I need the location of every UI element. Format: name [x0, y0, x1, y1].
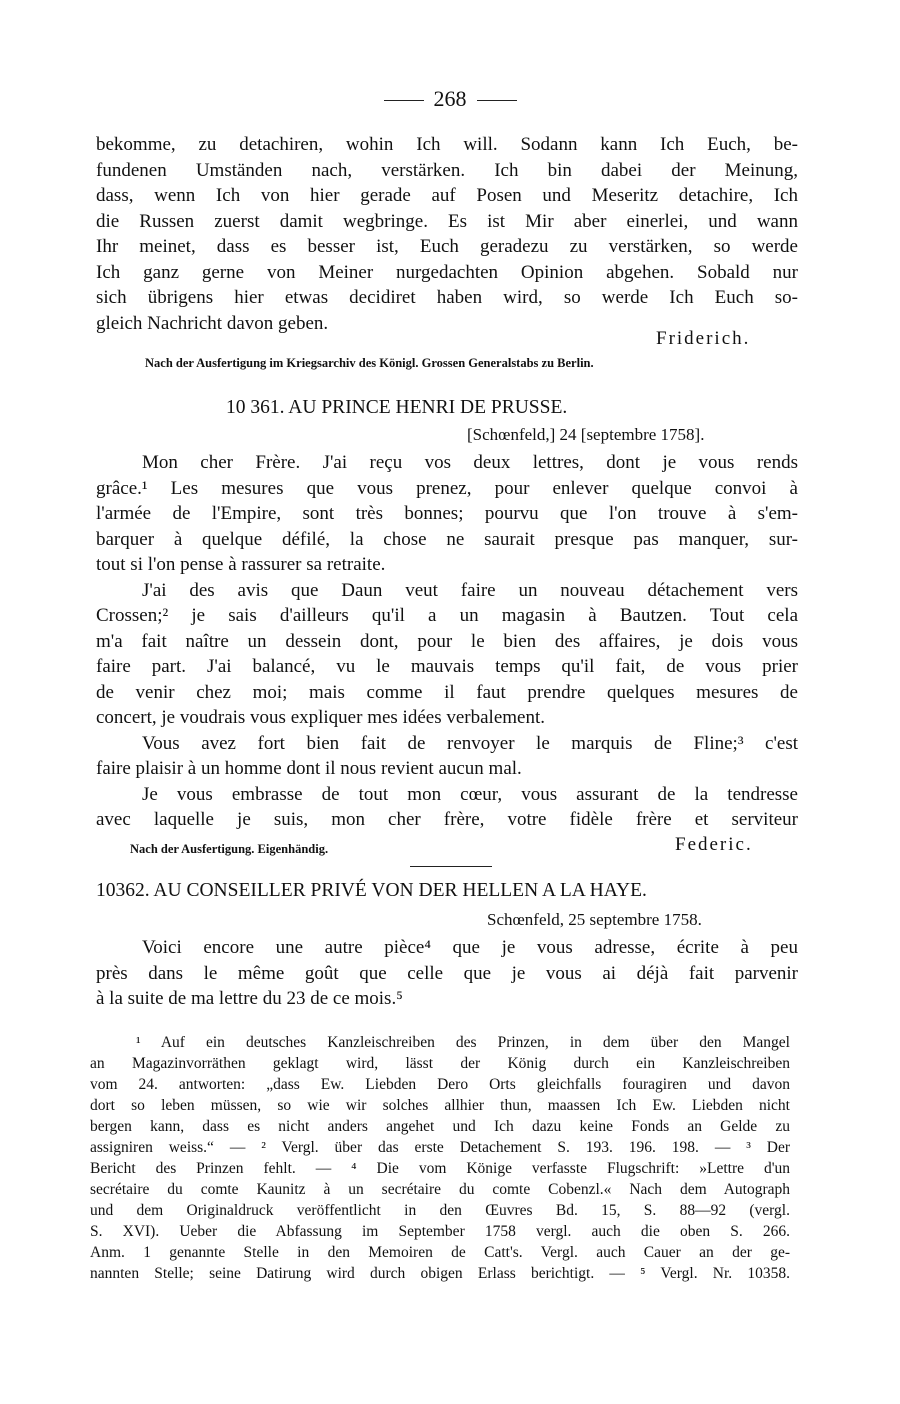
section-divider — [410, 866, 492, 867]
text-line: à la suite de ma lettre du 23 de ce mois.⁵ — [96, 988, 403, 1009]
text-line: J'ai des avis que Daun veut faire un nouveau détachement vers — [142, 579, 798, 601]
text-line: Ich ganz gerne von Meiner nurgedachten Opinion abgehen. Sobald nur — [96, 261, 798, 283]
footnote-line: und dem Originaldruck veröffentlicht in den Œuvres Bd. 15, S. 88—92 (vergl. — [90, 1202, 790, 1219]
text-line: de venir chez moi; mais comme il faut prendre quelques mesures de — [96, 681, 798, 703]
letter-dateline: [Schœnfeld,] 24 [septembre 1758]. — [467, 425, 705, 444]
signature: Friderich. — [656, 328, 751, 349]
letter-dateline: Schœnfeld, 25 septembre 1758. — [487, 910, 702, 929]
page-number-text: 268 — [433, 86, 467, 111]
text-line: grâce.¹ Les mesures que vous prenez, pour enlever quelque convoi à — [96, 477, 798, 499]
footnote-line: secrétaire du comte Kaunitz à un secrétaire du comte Cobenzl.« Nach dem Autograph — [90, 1181, 790, 1198]
footnote-line: S. XVI). Ueber die Abfassung im September 1758 vergl. auch die oben S. 266. — [90, 1223, 790, 1240]
footnote-line: Bericht des Prinzen fehlt. — ⁴ Die vom Könige verfasste Flugschrift: »Lettre d'un — [90, 1160, 790, 1177]
text-line: avec laquelle je suis, mon cher frère, votre fidèle frère et serviteur — [96, 809, 798, 830]
text-line: Voici encore une autre pièce⁴ que je vous adresse, écrite à peu — [142, 937, 798, 958]
page-number-rule-right — [477, 100, 517, 101]
footnote-line: Anm. 1 genannte Stelle in den Memoiren de Catt's. Vergl. auch Cauer an der ge- — [90, 1244, 790, 1261]
text-line: m'a fait naître un dessein dont, pour le bien des affaires, je dois vous — [96, 630, 798, 652]
page-number — [0, 86, 900, 112]
letter-heading: 10362. AU CONSEILLER PRIVÉ VON DER HELLEN A LA HAYE. — [96, 880, 647, 901]
text-line: faire part. J'ai balancé, vu le mauvais temps qu'il fait, de vous prier — [96, 656, 798, 677]
text-line: gleich Nachricht davon geben. — [96, 312, 329, 334]
text-line: près dans le même goût que celle que je vous ai déjà fait parvenir — [96, 962, 798, 984]
footnote-line: vom 24. antworten: „dass Ew. Liebden Dero Orts gleichfalls fouragiren und davon — [90, 1076, 790, 1093]
text-line: concert, je voudrais vous expliquer mes idées verbalement. — [96, 707, 545, 728]
footnote-line: an Magazinvorräthen geklagt wird, lässt der König durch ein Kanzleischreiben — [90, 1055, 790, 1072]
source-note: Nach der Ausfertigung im Kriegsarchiv des Königl. Grossen Generalstabs zu Berlin. — [145, 356, 594, 370]
text-line: Crossen;² je sais d'ailleurs qu'il a un magasin à Bautzen. Tout cela — [96, 605, 798, 626]
text-line: Vous avez fort bien fait de renvoyer le marquis de Fline;³ c'est — [142, 732, 798, 754]
footnote-line: dort so leben müssen, so wie wir solches allhier thun, maassen Ich Ew. Liebden nicht — [90, 1097, 790, 1114]
page-number-rule-left — [384, 100, 424, 101]
text-line: barquer à quelque défilé, la chose ne saurait presque pas manquer, sur- — [96, 528, 798, 550]
text-line: bekomme, zu detachiren, wohin Ich will. Sodann kann Ich Euch, be- — [96, 134, 798, 155]
letter-heading: 10 361. AU PRINCE HENRI DE PRUSSE. — [226, 397, 568, 418]
text-line: fundenen Umständen nach, verstärken. Ich bin dabei der Meinung, — [96, 159, 798, 181]
text-line: die Russen zuerst damit wegbringe. Es ist Mir aber einerlei, und wann — [96, 210, 798, 232]
footnote-line: nannten Stelle; seine Datirung wird durch obigen Erlass berichtigt. — ⁵ Vergl. Nr. 10358. — [90, 1265, 790, 1282]
text-line: sich übrigens hier etwas decidiret haben wird, so werde Ich Euch so- — [96, 287, 798, 308]
text-line: dass, wenn Ich von hier gerade auf Posen und Meseritz detachire, Ich — [96, 185, 798, 206]
text-line: tout si l'on pense à rassurer sa retraite. — [96, 554, 386, 575]
text-line: l'armée de l'Empire, sont très bonnes; pourvu que l'on trouve à s'em- — [96, 503, 798, 524]
text-line: Je vous embrasse de tout mon cœur, vous assurant de la tendresse — [142, 783, 798, 805]
text-line: Mon cher Frère. J'ai reçu vos deux lettres, dont je vous rends — [142, 452, 798, 473]
footnote-line: bergen kann, dass es nicht anders angehet und Ich dazu keine Fonds an Gelde zu — [90, 1118, 790, 1135]
footnote-line: ¹ Auf ein deutsches Kanzleischreiben des Prinzen, in dem über den Mangel — [136, 1034, 790, 1051]
signature: Federic. — [675, 834, 753, 855]
text-line: faire plaisir à un homme dont il nous revient aucun mal. — [96, 758, 522, 779]
source-note: Nach der Ausfertigung. Eigenhändig. — [130, 842, 329, 856]
footnote-line: assigniren weiss.“ — ² Vergl. über das erste Detachement S. 193. 196. 198. — ³ Der — [90, 1139, 790, 1156]
text-line: Ihr meinet, dass es besser ist, Euch geradezu zu verstärken, so werde — [96, 236, 798, 257]
